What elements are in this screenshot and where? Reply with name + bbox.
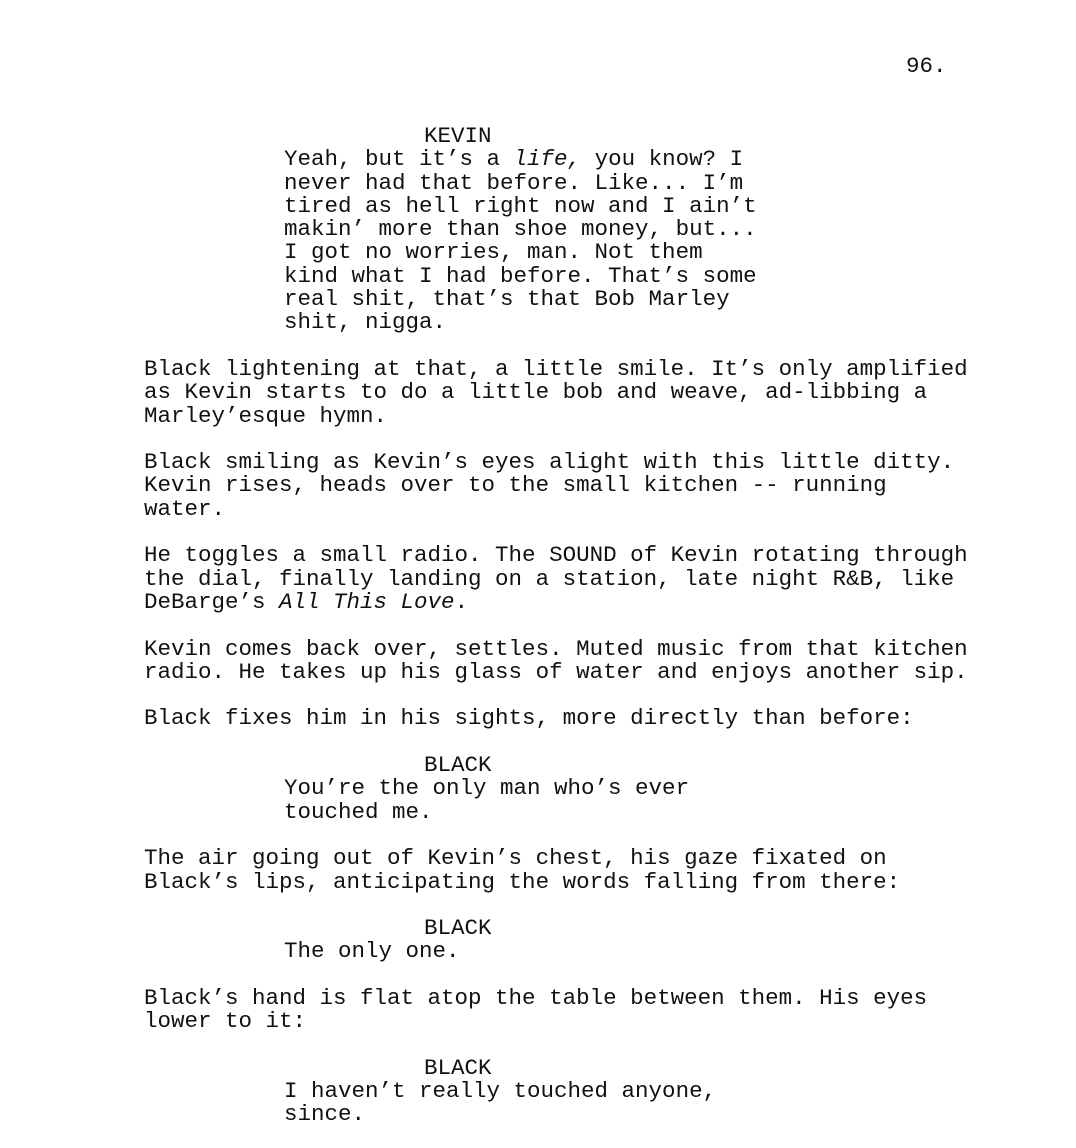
page-number: 96. (906, 53, 947, 79)
dialogue-black: The only one. (284, 938, 460, 965)
character-cue-black: BLACK (424, 915, 492, 942)
action-paragraph: Black fixes him in his sights, more directly than before: (144, 705, 914, 732)
dialogue-line: Yeah, but it’s a life, you know? I (284, 146, 744, 173)
action-paragraph: Black lightening at that, a little smile. It’s only amplified as Kevin starts to do a little bob and weave, ad-libbing a Marley’esque hymn. (144, 355, 968, 429)
dialogue-line: kind what I had before. That’s some (284, 262, 757, 289)
character-cue-kevin: KEVIN (424, 123, 492, 149)
dialogue-line: tired as hell right now and I ain’t (284, 192, 757, 219)
action-paragraph: Kevin comes back over, settles. Muted music from that kitchen radio. He takes up his glass of water and enjoys another sip. (144, 635, 968, 685)
emphasis-life: life, (513, 146, 582, 173)
dialogue-line: shit, nigga. (284, 309, 447, 336)
dialogue-kevin (0, 148, 784, 334)
action-paragraph: Black’s hand is flat atop the table between them. His eyes lower to it: (144, 984, 928, 1035)
character-cue-black: BLACK (424, 1054, 492, 1081)
dialogue-line: makin’ more than shoe money, but... (284, 216, 757, 243)
dialogue-line: real shit, that’s that Bob Marley (284, 286, 730, 313)
action-paragraph: He toggles a small radio. The SOUND of Kevin rotating through the dial, finally landing on a station, late night R&B, like DeBarge’s All This Love. (144, 542, 968, 615)
dialogue-black: I haven’t really touched anyone, since. (284, 1078, 717, 1128)
character-cue-black: BLACK (424, 752, 492, 779)
dialogue-line: I got no worries, man. Not them (284, 239, 703, 266)
dialogue-black: You’re the only man who’s ever touched me. (284, 775, 690, 825)
emphasis-song-title: All This Love (279, 588, 455, 615)
dialogue-line: never had that before. Like... I’m (284, 169, 744, 196)
action-paragraph: The air going out of Kevin’s chest, his gaze fixated on Black’s lips, anticipating the words falling from there: (144, 845, 901, 895)
action-paragraph: Black smiling as Kevin’s eyes alight with this little ditty. Kevin rises, heads over to the small kitchen -- running water. (144, 449, 955, 522)
script-content (0, 125, 1076, 1127)
